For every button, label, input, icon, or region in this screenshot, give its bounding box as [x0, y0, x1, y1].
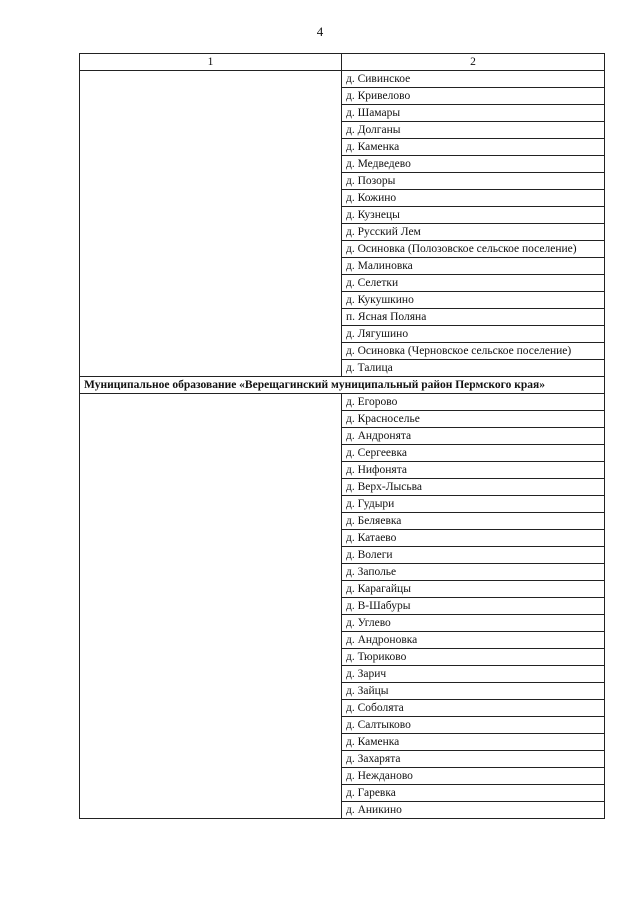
settlement-name: д. Андронята: [342, 428, 605, 445]
settlement-name: д. Волеги: [342, 547, 605, 564]
settlement-name: д. Углево: [342, 615, 605, 632]
settlement-name: д. Красноселье: [342, 411, 605, 428]
settlements-table: [79, 53, 605, 819]
settlement-name: п. Ясная Поляна: [342, 309, 605, 326]
settlement-name: д. Осиновка (Полозовское сельское поселение): [342, 241, 605, 258]
table-row: [80, 71, 605, 88]
settlement-name: д. Беляевка: [342, 513, 605, 530]
settlement-name: д. Верх-Лысьва: [342, 479, 605, 496]
settlement-name: д. Долганы: [342, 122, 605, 139]
table-header-row: [80, 54, 605, 71]
settlement-name: д. Гаревка: [342, 785, 605, 802]
settlement-name: д. Соболята: [342, 700, 605, 717]
settlement-name: д. Кожино: [342, 190, 605, 207]
settlement-name: д. Кривелово: [342, 88, 605, 105]
settlement-name: д. Шамары: [342, 105, 605, 122]
settlement-name: д. Лягушино: [342, 326, 605, 343]
settlement-name: д. Сергеевка: [342, 445, 605, 462]
page-number: 4: [316, 24, 324, 39]
settlement-name: д. Сивинское: [342, 71, 605, 88]
settlement-name: д. Карагайцы: [342, 581, 605, 598]
settlement-name: д. Позоры: [342, 173, 605, 190]
section-title: Муниципальное образование «Верещагинский муниципальный район Пермского края»: [80, 377, 605, 394]
table-row: [80, 394, 605, 411]
settlement-name: д. Каменка: [342, 139, 605, 156]
settlement-name: д. Нежданово: [342, 768, 605, 785]
settlement-name: д. Кузнецы: [342, 207, 605, 224]
settlement-name: д. Салтыково: [342, 717, 605, 734]
column-header-1: 1: [80, 54, 342, 71]
settlement-name: д. Осиновка (Черновское сельское поселение): [342, 343, 605, 360]
settlement-name: д. Андроновка: [342, 632, 605, 649]
settlement-name: д. Селетки: [342, 275, 605, 292]
settlement-name: д. Русский Лем: [342, 224, 605, 241]
settlement-name: д. Зарич: [342, 666, 605, 683]
settlement-name: д. Талица: [342, 360, 605, 377]
settlement-name: д. Захарята: [342, 751, 605, 768]
column-header-2: 2: [342, 54, 605, 71]
settlement-name: д. Малиновка: [342, 258, 605, 275]
settlement-name: д. Аникино: [342, 802, 605, 819]
settlement-name: д. В-Шабуры: [342, 598, 605, 615]
settlement-name: д. Каменка: [342, 734, 605, 751]
settlement-name: д. Тюриково: [342, 649, 605, 666]
settlement-name: д. Медведево: [342, 156, 605, 173]
settlement-name: д. Егорово: [342, 394, 605, 411]
settlement-name: д. Катаево: [342, 530, 605, 547]
blank-cell: [80, 71, 342, 377]
settlement-name: д. Нифонята: [342, 462, 605, 479]
settlement-name: д. Гудыри: [342, 496, 605, 513]
blank-cell: [80, 394, 342, 819]
settlement-name: д. Заполье: [342, 564, 605, 581]
settlement-name: д. Зайцы: [342, 683, 605, 700]
section-row: [80, 377, 605, 394]
settlement-name: д. Кукушкино: [342, 292, 605, 309]
